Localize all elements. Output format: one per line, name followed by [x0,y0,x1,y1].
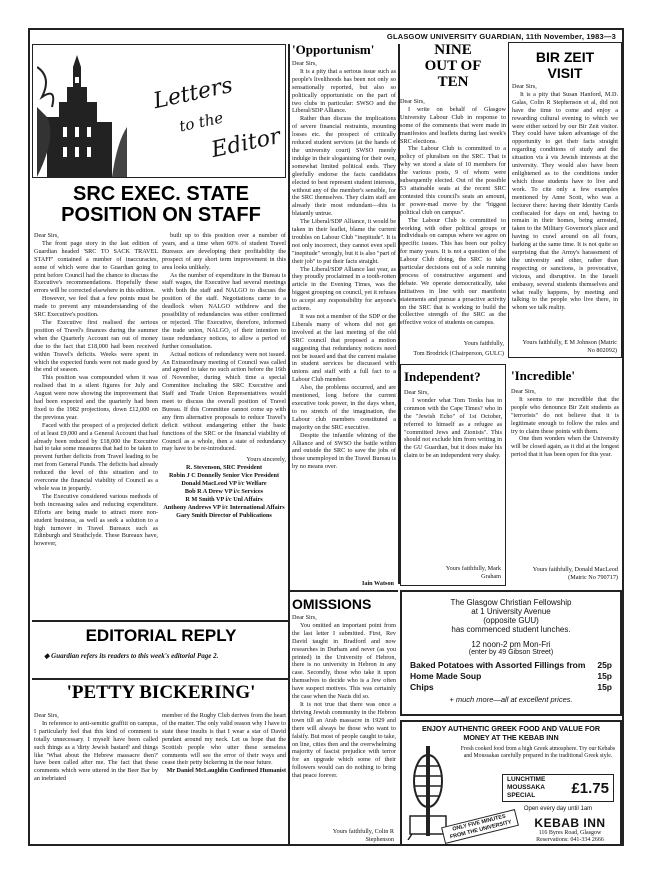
omissions-headline: OMISSIONS [292,596,372,612]
opportunism-salutation: Dear Sirs, [292,60,317,67]
nine-out-of-ten-letter [400,42,506,358]
bullet-icon: ◆ [44,652,52,660]
fellowship-line3: (opposite GUU) [483,616,539,625]
bickering-headline: 'PETTY BICKERING' [66,682,256,703]
opportunism-paragraph: It is a pity that a serious issue such as people's livelihoods has been not only so sensationally reported, but also so politically opportunistic on the part of two clubs in particular: SWSO and the Liberal/SDP Alliance. [292,67,396,115]
src-sign-intro: Yours sincerely, [246,456,286,464]
menu-row [410,671,612,682]
nine-paragraph: The Labour Club is committed to a policy of pluralism on the SRC. That is why we stood a slate of 10 members for the various posts, 9 of whom were subsequently elected. Out of the possible 53 attainable seats at the recent SRC contested this council's seats an amount, or power-mad move by the "biggest political club on campus". [400,145,506,216]
fellowship-ad [400,590,622,716]
menu-row [410,682,612,693]
src-paragraph: This position was compounded when it was realised that in a silent figures for July and August were now showing the improvement that had been expected and the quarterly had been fixed to the 1982 projections, down £12,000 on the previous year. [34,374,158,421]
nine-headline-line1: NINE [434,42,472,58]
masthead-title-line3: Editor [209,124,283,163]
bir-zeit-sign: Yours faithfully, E M Johnson (Matric No 802092) [522,339,617,355]
omissions-salutation: Dear Sirs, [292,614,317,621]
src-paragraph: However, we feel that a few points must be made to prevent any misunderstanding of the SRC Executive's position. [34,295,158,319]
menu-price: 15p [597,671,612,681]
divider [290,590,398,592]
editorial-headline: EDITORIAL REPLY [85,626,237,645]
incredible-paragraph: One then wonders when the University will be closed again, as it did at the longest period that it has been open for this year. [511,435,619,459]
incredible-letter [508,364,622,586]
nine-sign-intro: Yours faithfully, [463,340,504,348]
bickering-salutation: Dear Sirs, [34,712,59,719]
running-head: GLASGOW UNIVERSITY GUARDIAN, 11th November, 1983—3 [386,32,616,41]
independent-headline: Independent? [404,369,481,384]
bickering-paragraph: In reference to anti-semitic graffiti on campus, I particularly feel that this kind of comment is totally unnecessary. I myself have been called such things as a 'dirty Jewish bastard' and things like 'What about the Hebrew massacre then?' have been called after me. The fact that these comments which were uttered in the Beer Bar by an inebriated [34,719,158,783]
nine-headline [400,42,506,90]
src-paragraph: Faced with the prospect of a projected deficit of at least £9,000 and a General Account that had already been reduced by £18,000 the Executive had to take some measures that had to be taken to prevent further deficits from Travel leading to be met from General Funds. The deficits had already reduced the level of this situation and to overcome the financial viability of Council as a whole was in jeopardy. [34,421,158,492]
incredible-body [508,388,622,459]
menu-item: Home Made Soup [410,671,482,681]
src-paragraph: Actual notices of redundancy were not issued. An Extraordinary meeting of Council was called and agreed to take no such action before the 16th of November, during which time a special Committee including the SRC Executive and Staff and Trade Union Representatives would meet to discuss the overall position of Travel Bureau. If this Committee cannot come up with any firm alternative proposals to reduce Travel's deficit without endangering either the basic functions of the SRC or the financial viability of Council as a whole, then a state of redundancy may have to be re-introduced. [162,350,286,453]
omissions-paragraph: You omitted an important point from the last letter I submitted. First, Rev David taught in Bradford and now researches in Durham and never (as you printed) in the University of Hebron, there is no university in Hebron in any case. Secondly, those who take it upon themselves to decide who is a Jew often have suspect motives. This was certainly the case when the Nazis did so. [292,621,396,701]
src-signatory: Gary Smith Director of Publications [176,511,272,519]
editorial-text: Guardian refers its readers to this week's editorial Page 2. [51,652,219,660]
independent-letter [400,364,506,586]
kebab-phone: Reservations: 041-334 2666 [536,837,604,843]
masthead-title-line2: to the [177,108,225,136]
kebab-lunch-price: £1.75 [571,779,609,797]
src-signatory: R. Stevenson, SRC President [185,464,263,472]
src-paragraph: built up to this position over a number of years, and a time when 60% of student Travel Bureaux are developing their profitability the prospect of any short term improvement in this area looks unlikely. [162,232,286,271]
kebab-top: ENJOY AUTHENTIC GREEK FOOD AND VALUE FOR MONEY AT THE KEBAB INN [421,724,601,742]
nine-salutation: Dear Sirs, [400,98,425,105]
incredible-salutation: Dear Sirs, [511,388,536,395]
bickering-sign: Mr Daniel McLaughlin Confirmed Humanist [166,767,286,775]
kebab-lunch-label: LUNCHTIME MOUSSAKA SPECIAL [507,776,546,799]
independent-paragraph: I wonder what Tom Tonks has in common with the Cape Times? who in the "Jewish Echo" of 1st October, referred to himself as a refugee as "committed Jews and Zionists". This should not exclude him from writing in the GU Guardian, but it does make his claim to be an independent very shaky. [404,396,502,460]
kebab-hours: Open every day until 1am [523,806,593,812]
opportunism-headline: 'Opportunism' [292,42,375,57]
independent-body [401,389,505,460]
newspaper-page [28,28,624,846]
incredible-sign: Yours faithfully, Donald MacLeod (Matric No 790717) [532,566,618,582]
src-paragraph: The Executive first realised the serious position of Travel's finances during the summer when the Quarterly Account ran out of money due to the fact that £18,000 had been received within Travel's deficits. Weeks were spent in which the expected funds were not made good by the end of season. [34,318,158,374]
opportunism-sign: Iain Watson [361,580,394,588]
src-salutation: Dear Sirs, [34,232,59,239]
masthead-title [145,72,283,163]
src-signatory: R M Smith VP i/c Unl Affairs [185,495,263,503]
nine-paragraph: The Labour Club is committed to working with other political groups or individuals on campus where we agree on specific issues. This has been our policy for many years. It is not a question of the Labour Club doing, the SRC to take particular decisions out of a sole running process of constructive argument and debate. We operate democratically, take initiatives in line with our manifesto statements and pursue a proactive activity on the SRC that is working to build the collective strength of the SRC as the effective voice of students on campus. [400,216,506,327]
kebab-logo: KEBAB INN [534,816,606,830]
opportunism-paragraph: Also, the problems occurred, and are mentioned, long before the current executive took power, in the days when, to no stretch of the imagination, the Labour club members constituted a majority on the SRC executive. [292,384,396,431]
src-paragraph: As the number of expenditure in the Bureau is staff wages, the Executive had several meetings with both the staff and NALGO to discuss the position of the staff. Negotiations came to a deadlock when NALGO withdrew and the possibility of redundancies was either confirmed or rejected. The Executive, therefore, informed the trade union, NALGO, of their intention to issue redundancy notices, to allow a period of further consultation. [162,271,286,350]
fellowship-time2: (enter by 49 Gibson Street) [468,649,554,656]
src-headline: SRC EXEC. STATE POSITION ON STAFF [61,183,261,226]
menu-item: Baked Potatoes with Assorted Fillings from [410,660,586,670]
letters-masthead [32,44,286,178]
src-paragraph: The Executive considered various methods of both increasing sales and reducing expenditure. Efforts are being made to attract more non-student business, as well as seek a solution to a high turnover in Travel Bureaux such as Edinburgh and Strathclyde. These Bureaux have, however, [34,492,158,548]
masthead-title-line1: Letters [151,72,235,115]
src-signatory: Bob R A Drew VP i/c Services [184,488,264,495]
nine-body [400,98,506,327]
bir-zeit-headline: BIR ZEIT VISIT [535,49,595,81]
omissions-paragraph: It is not true that there was once a thriving Jewish community in the Hebron town till an Arab massacre in 1929 and there will always be those who want to falsify. But most of people caught to take, on line, cities then and the overwhelming majority of fascist prejudice with terror for an upgrade which some of their followers would can do nothing to bring that peace forever. [292,700,396,780]
fellowship-line4: has commenced student lunches. [451,625,571,634]
kebab-address: 116 Byres Road, Glasgow [538,830,602,836]
nine-paragraph: I write on behalf of Glasgow University Labour Club in response to some of the comments that were made in manifestos and leaflets during last week's SRC elections. [400,105,506,145]
fellowship-footer: + much more—all at excellent prices. [449,695,573,704]
nine-headline-line2: OUT OF [424,58,482,74]
src-column-2 [162,232,286,788]
fellowship-menu [410,660,612,693]
opportunism-paragraph: The Liberal/SDP Alliance last year, as they proudly proclaimed in a tooth-rotten article in the Evening Times, was the biggest grouping on council, yet it refuses to accept any responsibility for anyone's actions. [292,265,396,313]
bir-zeit-letter [508,42,622,358]
nine-sign: Tom Brodrick (Chairperson, GULC) [413,350,504,358]
menu-item: Chips [410,682,434,692]
menu-price: 15p [597,682,612,692]
independent-salutation: Dear Sirs, [404,389,429,396]
independent-sign: Yours faithfully, Mark Graham [445,565,501,581]
column-rule [288,44,290,844]
incredible-paragraph: It seems to me incredible that the people who denounce Bir Zeit students as "terrorists" do not believe that it is legitimate enough to follow the rules and try to claim these points with them. [511,395,619,435]
opportunism-paragraph: Despite the infantile whining of the Alliance and of SWSO the battle within and outside the SRC to save the jobs of those unemployed in the Travel Bureau is by no means over. [292,431,396,471]
bir-zeit-body [509,83,621,312]
divider [32,620,288,622]
src-signatory: Donald MacLeod VP i/c Welfare [181,480,267,488]
opportunism-body [292,60,396,471]
src-column-1 [34,232,158,788]
bickering-paragraph: member of the Rugby Club derives from the heart of the matter. The only valid reason why I have to state these insults is that I wear a star of David pendant around my neck. Let us hope that the Scottish people who utter these senseless comments will see the error of their ways and cease their petty bickering in the near future. [162,712,286,767]
bickering-column-2 [162,712,286,842]
bickering-column-1 [34,712,158,842]
src-paragraph: The front page story in the last edition of Guardian headed 'SRC TO SACK TRAVEL STAFF' contained a number of inaccuracies, some of which were due to Guardian going to print before Council had the chance to discuss the Executive's recommendations. Hopefully these errors will be corrected elsewhere in this edition. [34,239,158,295]
menu-price: 25p [597,660,612,670]
incredible-headline: 'Incredible' [511,368,576,383]
fellowship-line1: The Glasgow Christian Fellowship [450,598,572,607]
omissions-body [292,614,396,780]
opportunism-letter [292,42,396,588]
menu-row [410,660,612,671]
opportunism-paragraph: The Liberal/SDP Alliance, it would be taken in their leaflet, blame the current troubles on Labour Club "inepitude". It is not only incorrect, they cannot even spell "inepitude" wrongly, but it is also "part of their job" to put their facts straight. [292,218,396,265]
fellowship-time1: 12 noon-2 pm Mon-Fri [471,640,551,649]
kebab-lunch-box [502,774,614,802]
divider [32,678,288,680]
src-signatory: Robin J C Donnelly Senior Vice President [168,472,280,480]
src-signatory: Anthony Andrews VP i/c International Affairs [163,503,285,511]
fellowship-line2: at 1 University Avenue [471,607,551,616]
kebab-badge: ONLY FIVE MINUTES FROM THE UNIVERSITY [441,809,519,844]
omissions-letter [292,594,396,846]
bir-zeit-salutation: Dear Sirs, [512,83,537,90]
bir-zeit-paragraph: It is a pity that Susan Hanford, M.D. Galas, Colin R Stephenson et al, did not have the time to come and enjoy a rewarding cultural evening to which we were either seized by our Bir Zeit visitor. They could have taken advantage of the opportunity to get their facts straight regarding conditions of study and the situation vis à vis Jewish interests at the university. They would also have been enlightened as to the conditions under which those students have to live and work. To cite only a few examples mentioned by Anne Scott, who was a lecturer there: having their Identity Cards confiscated for days on end, having to remain in their homes, being arrested, taken to the Military Governor's place and having to crawl around on all fours, barking at the same time. It is not quite so surprising that the Army's harassment of the university and other, rather than respecting or sanctions, is provocative, vicious, and disruptive. In the Israeli embassy, several students themselves and what really happens, by meeting and talking to the people who live there, in whom we talk reality. [512,90,618,312]
nine-headline-line3: TEN [437,74,469,90]
kebab-ad [400,720,622,846]
university-tower-illustration [37,47,127,177]
kebab-blurb: Fresh cooked food from a high Greek atmosphere. Try our Kebabs and Moussakas carefully prepared in the traditional Greek style. [460,746,616,759]
opportunism-paragraph: It was not a member of the SDP or the Liberals many of whom did not get involved at the last meeting of the old SRC council that proposed a motion suggesting that redundancy notices need not be issued and that the current malaise in student services be discussed with unions and staff with a full fact to a Labour Club member. [292,313,396,384]
opportunism-paragraph: Rather than discuss the implications of severe financial restraints, mounting losses etc. the prospect of critically reduced student services (at the hands of the university court) SWSO merely indulge in their sloganising for their own, somewhat limited political ends. They gleefully endorse the facts candidates elected to best represent student interests, without any of the member's sensible, for the SRC themselves. They claim staff are already their most redundant—this is blatantly untrue. [292,115,396,218]
editorial-body [44,652,284,661]
omissions-sign: Yours faithfully, Colin R Stephenson [332,828,394,844]
